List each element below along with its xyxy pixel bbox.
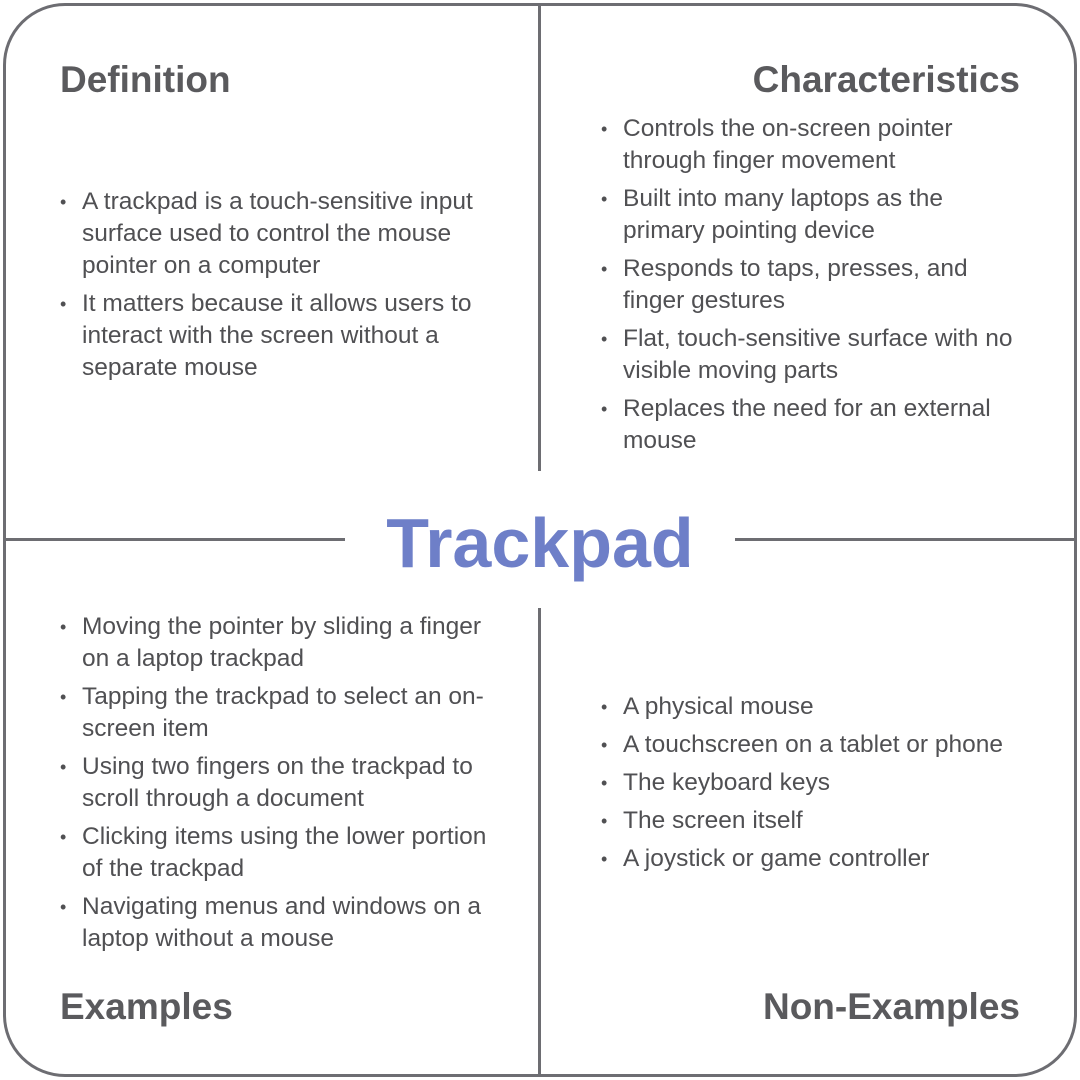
definition-item: • A trackpad is a touch-sensitive input surface used to control the mouse pointer on a computer	[60, 186, 500, 282]
examples-list	[60, 611, 500, 961]
examples-item: • Using two fingers on the trackpad to scroll through a document	[60, 751, 500, 815]
horizontal-divider-right	[735, 538, 1075, 541]
definition-list	[60, 186, 500, 390]
definition-heading: Definition	[60, 59, 231, 100]
non-examples-item: • A physical mouse	[601, 691, 1021, 723]
characteristics-item: • Built into many laptops as the primary pointing device	[601, 183, 1021, 247]
characteristics-list	[601, 113, 1021, 463]
examples-item: • Tapping the trackpad to select an on-screen item	[60, 681, 500, 745]
horizontal-divider-left	[3, 538, 345, 541]
non-examples-list	[601, 691, 1021, 881]
center-term-title: Trackpad	[386, 504, 694, 582]
vertical-divider-bottom	[538, 608, 541, 1074]
non-examples-item: • The screen itself	[601, 805, 1021, 837]
characteristics-item: • Controls the on-screen pointer through finger movement	[601, 113, 1021, 177]
characteristics-heading: Characteristics	[752, 59, 1020, 100]
characteristics-item: • Responds to taps, presses, and finger gestures	[601, 253, 1021, 317]
characteristics-item: • Flat, touch-sensitive surface with no visible moving parts	[601, 323, 1021, 387]
examples-item: • Clicking items using the lower portion of the trackpad	[60, 821, 500, 885]
examples-item: • Navigating menus and windows on a laptop without a mouse	[60, 891, 500, 955]
examples-heading: Examples	[60, 986, 233, 1027]
characteristics-item: • Replaces the need for an external mouse	[601, 393, 1021, 457]
vertical-divider-top	[538, 3, 541, 471]
examples-item: • Moving the pointer by sliding a finger on a laptop trackpad	[60, 611, 500, 675]
non-examples-item: • A joystick or game controller	[601, 843, 1021, 875]
non-examples-heading: Non-Examples	[762, 986, 1020, 1027]
non-examples-item: • A touchscreen on a tablet or phone	[601, 729, 1021, 761]
non-examples-item: • The keyboard keys	[601, 767, 1021, 799]
definition-item: • It matters because it allows users to interact with the screen without a separate mouse	[60, 288, 500, 384]
